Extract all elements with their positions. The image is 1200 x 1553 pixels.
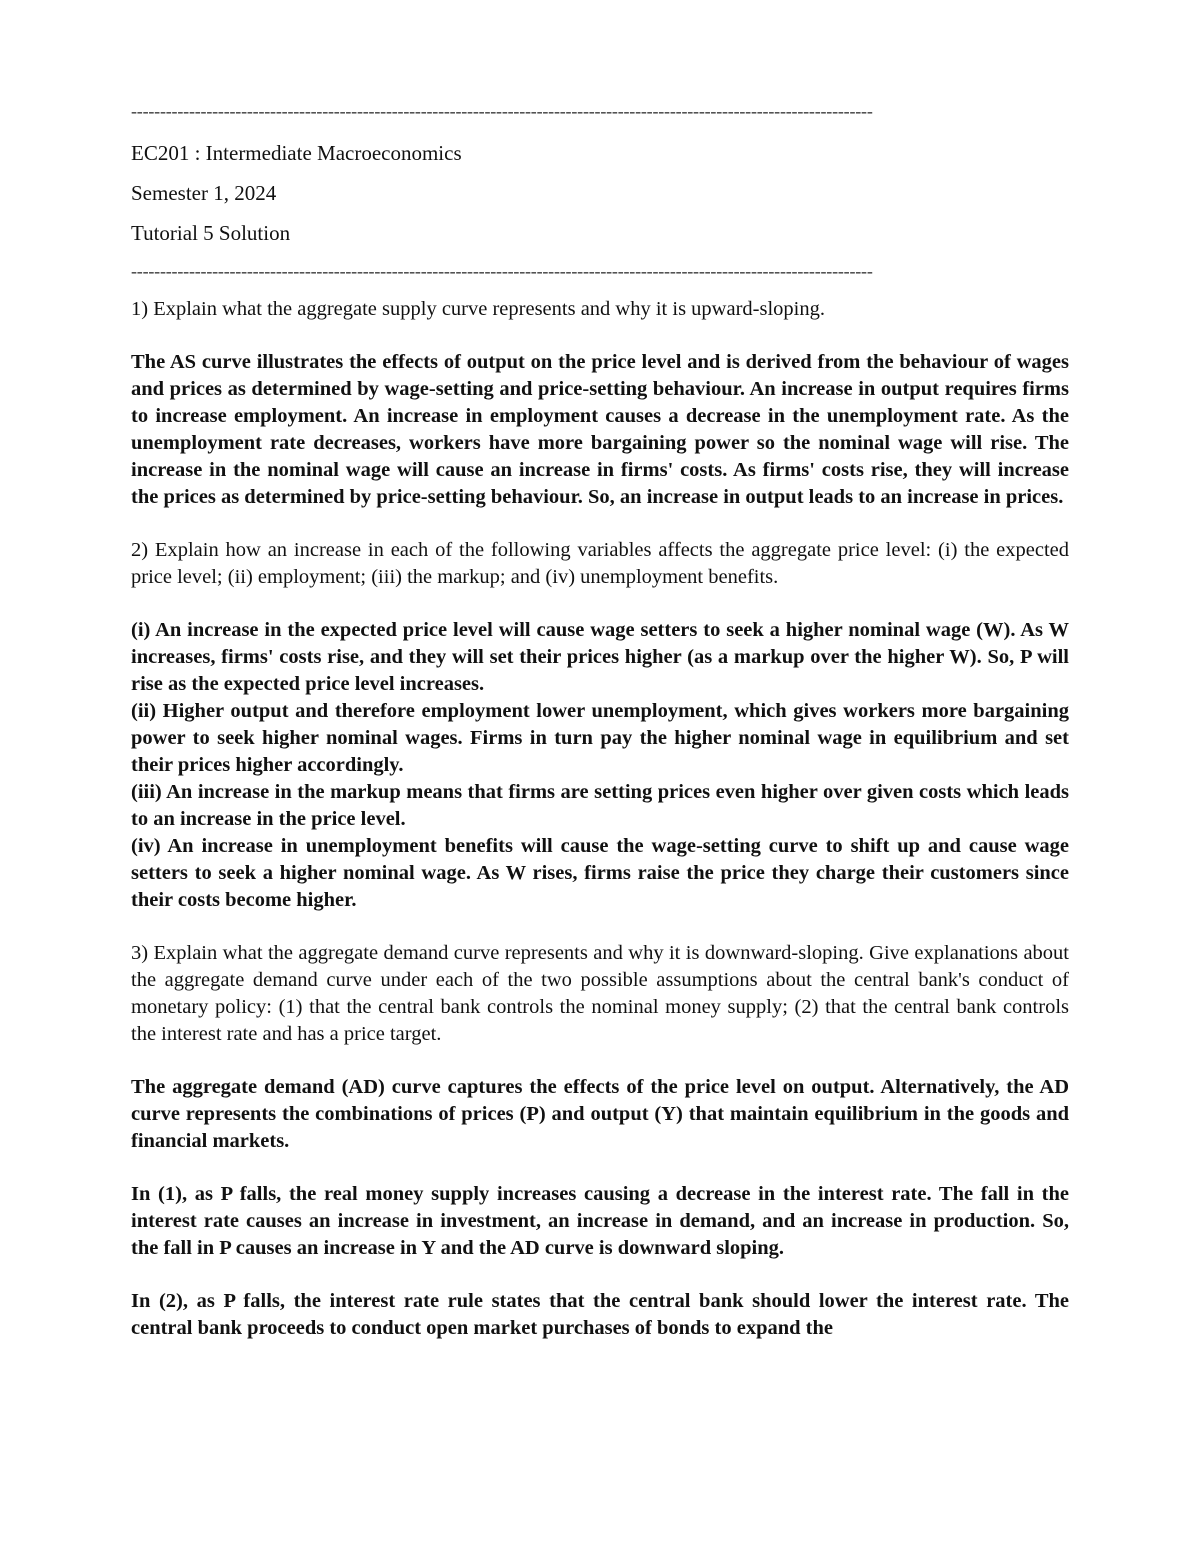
- answer-2-i: (i) An increase in the expected price level will cause wage setters to seek a higher nominal wage (W). As W increases, firms' costs rise, and they will set their prices higher (as a markup over the higher W). So, P will rise as the expected price level increases.: [131, 619, 1069, 695]
- answer-2-iii: (iii) An increase in the markup means that firms are setting prices even higher over given costs which leads to an increase in the price level.: [131, 781, 1069, 830]
- header-rule-top: --------------------------------------------------------------------------------------------------------------------------------: [131, 101, 873, 121]
- course-title: EC201 : Intermediate Macroeconomics: [131, 141, 462, 165]
- document-page: [131, 100, 1069, 1342]
- answer-3-case-2: In (2), as P falls, the interest rate rule states that the central bank should lower the interest rate. The central bank proceeds to conduct open market purchases of bonds to expand the: [131, 1290, 1069, 1339]
- tutorial-title: Tutorial 5 Solution: [131, 221, 291, 245]
- answer-3-case-1: In (1), as P falls, the real money supply increases causing a decrease in the interest rate. The fall in the interest rate causes an increase in investment, an increase in demand, and an increase in production. So, the fall in P causes an increase in Y and the AD curve is downward sloping.: [131, 1183, 1069, 1259]
- question-3: 3) Explain what the aggregate demand curve represents and why it is downward-sloping. Give explanations about the aggregate demand curve under each of the two possible assumptions about the central bank's conduct of monetary policy: (1) that the central bank controls the nominal money supply; (2) that the central bank controls the interest rate and has a price target.: [131, 942, 1069, 1045]
- question-1: 1) Explain what the aggregate supply curve represents and why it is upward-sloping.: [131, 298, 825, 320]
- semester-label: Semester 1, 2024: [131, 181, 277, 205]
- answer-1: The AS curve illustrates the effects of output on the price level and is derived from the behaviour of wages and prices as determined by wage-setting and price-setting behaviour. An increase in output requires firms to increase employment. An increase in employment causes a decrease in the unemployment rate. As the unemployment rate decreases, workers have more bargaining power so the nominal wage will rise. The increase in the nominal wage will cause an increase in firms' costs. As firms' costs rise, they will increase the prices as determined by price-setting behaviour. So, an increase in output leads to an increase in prices.: [131, 351, 1069, 508]
- answer-2-list: [131, 617, 1069, 914]
- question-2: 2) Explain how an increase in each of the following variables affects the aggregate price level: (i) the expected price level; (ii) employment; (iii) the markup; and (iv) unemployment benefits.: [131, 539, 1069, 588]
- answer-2-ii: (ii) Higher output and therefore employment lower unemployment, which gives workers more bargaining power to seek higher nominal wages. Firms in turn pay the higher nominal wage in equilibrium and set their prices higher accordingly.: [131, 700, 1069, 776]
- header-rule-bottom: --------------------------------------------------------------------------------------------------------------------------------: [131, 261, 873, 281]
- answer-2-iv: (iv) An increase in unemployment benefits will cause the wage-setting curve to shift up and cause wage setters to seek a higher nominal wage. As W rises, firms raise the price they charge their customers since their costs become higher.: [131, 835, 1069, 911]
- answer-3-intro: The aggregate demand (AD) curve captures the effects of the price level on output. Alternatively, the AD curve represents the combinations of prices (P) and output (Y) that maintain equilibrium in the goods and financial markets.: [131, 1076, 1069, 1152]
